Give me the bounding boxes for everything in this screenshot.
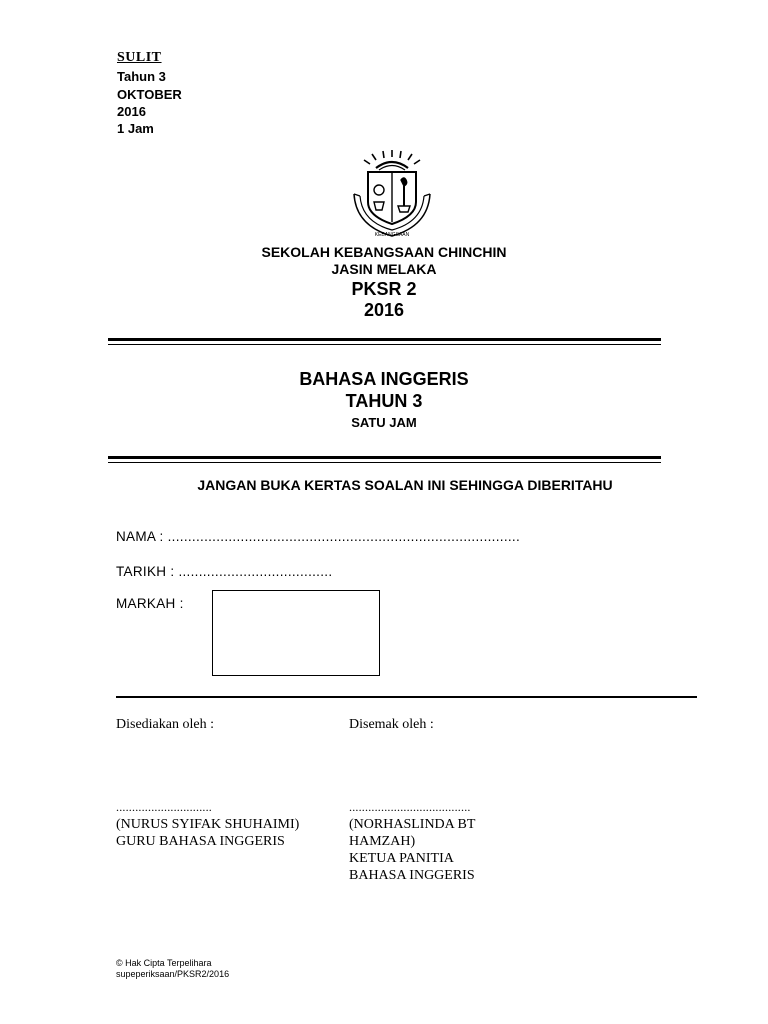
exam-year: 2016: [363, 300, 405, 320]
exam-month: OKTOBER: [117, 87, 182, 102]
paper-level: TAHUN 3: [345, 391, 423, 411]
divider-middle-thin: [108, 462, 661, 463]
marks-label: MARKAH :: [116, 596, 184, 611]
subject-title: BAHASA INGGERIS: [299, 369, 469, 389]
school-crest-icon: [346, 150, 438, 240]
checked-by-role-line-2: BAHASA INGGERIS: [349, 868, 475, 883]
paper-duration: SATU JAM: [351, 415, 417, 430]
prepared-signature-line[interactable]: ..............................: [116, 800, 212, 814]
prepared-by-role: GURU BAHASA INGGERIS: [116, 834, 285, 849]
checked-by-role-line-1: KETUA PANITIA: [349, 851, 454, 866]
prepared-by-block: [116, 816, 346, 850]
exam-duration-meta: 1 Jam: [117, 121, 154, 136]
school-name: SEKOLAH KEBANGSAAN CHINCHIN: [261, 244, 507, 260]
date-field[interactable]: TARIKH : ......................................: [116, 564, 333, 579]
signature-divider: [116, 696, 697, 698]
checked-by-label: Disemak oleh :: [349, 717, 434, 732]
classification-label: SULIT: [117, 50, 162, 65]
checked-by-name-line-1: (NORHASLINDA BT: [349, 817, 476, 832]
name-field[interactable]: NAMA : .......................................................................................: [116, 529, 521, 544]
divider-top-thin: [108, 344, 661, 345]
exam-warning: JANGAN BUKA KERTAS SOALAN INI SEHINGGA DIBERITAHU: [197, 477, 613, 493]
school-location: JASIN MELAKA: [331, 261, 437, 277]
footer: [116, 958, 229, 980]
divider-top-thick: [108, 338, 661, 341]
exam-title: PKSR 2: [351, 279, 417, 299]
prepared-by-name: (NURUS SYIFAK SHUHAIMI): [116, 817, 300, 832]
checked-signature-line[interactable]: ......................................: [349, 800, 471, 814]
year-level: Tahun 3: [117, 69, 166, 84]
copyright-notice: © Hak Cipta Terpelihara: [116, 958, 212, 968]
exam-year-meta: 2016: [117, 104, 146, 119]
divider-middle-thick: [108, 456, 661, 459]
checked-by-name-line-2: HAMZAH): [349, 834, 416, 849]
document-code: supeperiksaan/PKSR2/2016: [116, 969, 230, 979]
crest-banner-text: KEBANGSAAN: [374, 232, 410, 238]
marks-box[interactable]: [212, 590, 380, 676]
prepared-by-label: Disediakan oleh :: [116, 717, 214, 732]
checked-by-block: [349, 816, 519, 884]
